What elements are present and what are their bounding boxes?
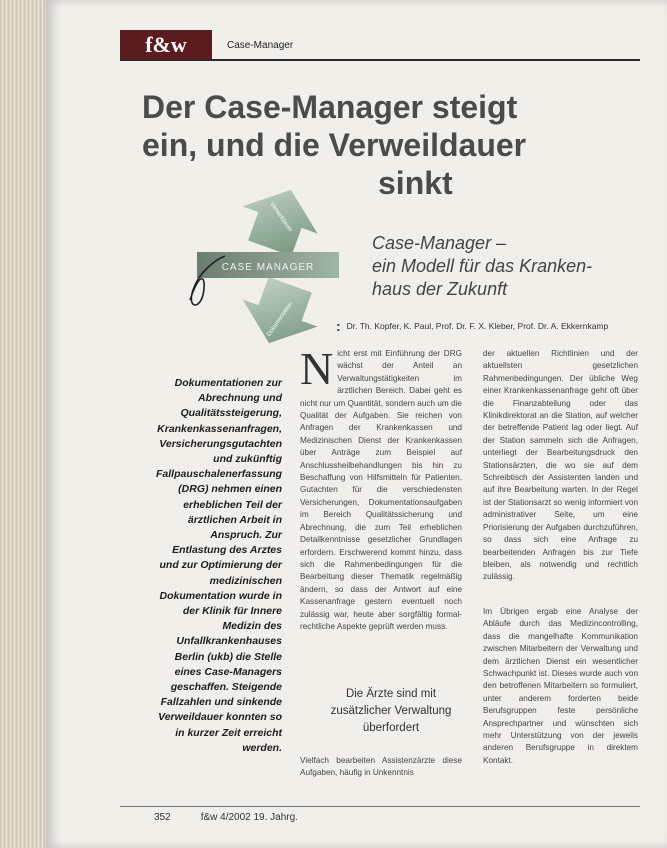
bottom-arrow-label: Dokumentation bbox=[266, 301, 295, 338]
footer-rule bbox=[120, 806, 640, 807]
header-rule bbox=[120, 59, 640, 61]
drop-cap: N bbox=[300, 343, 334, 394]
body-column-1-text: icht erst mit Einführung der DRG wächst der Anteil an Verwaltungstätigkeiten im ärztlichen Bereich. Dabei geht es nicht nur um Quantität, sondern auch um die Qualität der Aufgaben. Sie reichen von Anfragen der Krankenkassen und Medizinischen Dienst der Krankenkassen über Anträge zum Beispiel auf Anschlussheilbehandlungen bis hin zu Beschaffung von Hilfsmitteln für Patienten. Gutachten für die verschiedensten Versicherungen, Dokumentationsaufgaben im Bereich Qualitätssicherung und Abrechnung, die zum Teil erheblichen Detailkenntnisse gesetzlicher Grundlagen erfordern. Erschwerend kommt hinzu, dass sich die Rahmenbedingungen für die Bearbeitung dieser Thematik regelmäßig ändern, so dass der Antwort auf eine Kassenanfrage gestern eventuell noch zulässig war, heute aber sorgfältig formal-rechtliche Aspekte geprüft werden muss. bbox=[300, 349, 462, 631]
pull-quote-line-3: überfordert bbox=[362, 722, 420, 734]
abstract-text: Dokumentationen zur Abrechnung und Qualitätssteigerung, Krankenkassenanfragen, Versicherungsgutachten und zukünftig Fallpauschalenerfassung (DRG) nehmen einen erheblichen Teil der ärztlichen Arbeit in Anspruch. Zur Entlastung des Arztes und zur Optimierung der medizinischen Dokumentation wurde in der Klinik für Innere Medizin des Unfallkrankenhauses Berlin (ukb) die Stelle eines Case-Managers geschaffen. Steigende Fallzahlen und sinkende Verweildauer konnten so in kurzer Zeit erreicht werden. bbox=[156, 377, 283, 754]
journal-logo: f&w bbox=[120, 30, 212, 60]
body-column-2: der aktuellen Richtlinien und der aktuellsten gesetzlichen Rahmenbedingungen. Der übliche Weg einer Krankenkassenanfrage geht oft über die Finanzabteilung oder das Klinikdirektorat an die Station, auf welcher der betreffende Patient lag oder liegt. Auf der Station sammeln sich die Anfragen, unterliegt der Bearbeitungsdruck den Stationsärzten, die wo sie auf dem Schreibtisch der Assistenten landen und auf ihre Bearbeitung warten. In der Regel ist der Stationsarzt so wenig informiert von administrativer Seite, um eine Priorisierung der Aufgaben durchzuführen, so dass sich eine Anfrage zu bearbeitenden Anfragen bis zur Tiefe bleiben, als notwendig und rechtlich zulässig. bbox=[483, 349, 638, 582]
pull-quote bbox=[316, 686, 466, 737]
page-number: 352 bbox=[154, 812, 171, 823]
section-label: Case-Manager bbox=[227, 40, 294, 51]
center-label: CASE MANAGER bbox=[221, 262, 315, 273]
case-manager-arrows-graphic bbox=[185, 180, 345, 350]
pull-quote-line-1: Die Ärzte sind mit bbox=[345, 688, 437, 700]
page-footer bbox=[154, 812, 298, 823]
pull-quote-line-2: zusätzlicher Verwaltung bbox=[330, 705, 452, 717]
article-subtitle bbox=[372, 232, 642, 301]
title-line-1: Der Case-Manager steigt bbox=[142, 89, 518, 125]
down-arrow bbox=[231, 271, 327, 350]
body-column-2-continued: Im Übrigen ergab eine Analyse der Abläufe durch das Medizincontrolling, dass die mangelhafte Kommunikation zwischen Mitarbeitern der Verwaltung und dem ärztlichen Dienst ein wesentlicher Schwachpunkt ist. Dieses wurde auch von den betroffenen Mitarbeitern so formuliert, unter anderem forderten beide Berufsgruppen feste persönliche Ansprechpartner und wünschten sich mehr Unterstützung von der jeweils anderen Berufsgruppe in direktem Kontakt. bbox=[483, 607, 638, 765]
author-names: Dr. Th. Kopfer, K. Paul, Prof. Dr. F. X. Kleber, Prof. Dr. A. Ekkernkamp bbox=[346, 321, 609, 331]
title-line-2: ein, und die Verweildauer bbox=[142, 127, 527, 163]
title-line-3: sinkt bbox=[378, 165, 453, 201]
body-column-1 bbox=[300, 343, 462, 633]
body-column-1-continued: Vielfach bearbeiten Assistenzärzte diese Aufgaben, häufig in Unkenntnis bbox=[300, 756, 462, 778]
subtitle-line-3: haus der Zukunft bbox=[372, 279, 508, 299]
journal-issue: f&w 4/2002 19. Jahrg. bbox=[200, 812, 298, 823]
top-arrow-label: Verweildauer bbox=[268, 201, 294, 234]
book-page-edges bbox=[0, 0, 48, 848]
author-bullet: : bbox=[336, 318, 341, 334]
subtitle-line-1: Case-Manager – bbox=[372, 233, 507, 253]
subtitle-line-2: ein Modell für das Kranken- bbox=[372, 256, 593, 276]
author-line bbox=[336, 318, 608, 334]
